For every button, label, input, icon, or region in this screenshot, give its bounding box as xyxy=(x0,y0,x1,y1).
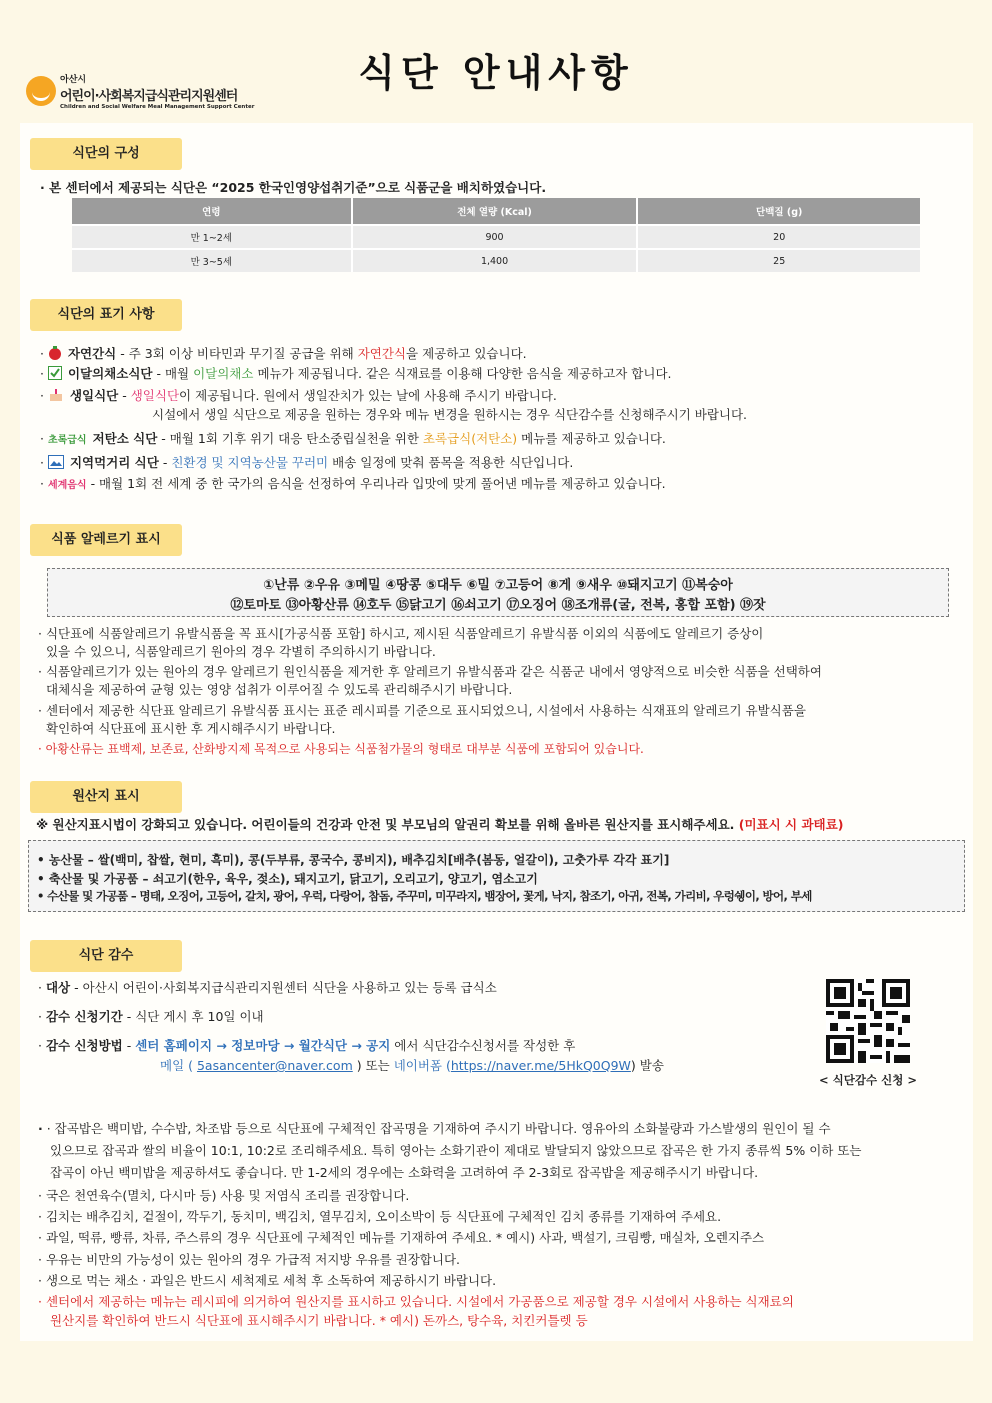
review-note-origin-a: · 센터에서 제공하는 메뉴는 레시피에 의거하여 원산지를 표시하고 있습니다. 시설에서 가공품으로 제공할 경우 시설에서 사용하는 식재료의 xyxy=(38,1294,794,1309)
review-note-milk: · 우유는 비만의 가능성이 있는 원아의 경우 가급적 저지방 우유를 권장합니다. xyxy=(38,1252,461,1267)
origin-notice-penalty: (미표시 시 과태료) xyxy=(734,817,844,832)
item-text: 을 제공하고 있습니다. xyxy=(406,346,527,361)
world-food-badge: 세계음식 xyxy=(47,480,87,491)
logo-english: Children and Social Welfare Meal Management Support Center xyxy=(60,104,255,110)
table-cell: 만 1~2세 xyxy=(72,225,352,249)
table-header-energy: 전체 열량 (Kcal) xyxy=(352,198,638,225)
strawberry-icon xyxy=(48,346,62,360)
review-note-wash: · 생으로 먹는 채소 · 과일은 반드시 세척제로 세척 후 소독하여 제공하시기 바랍니다. xyxy=(38,1273,497,1288)
review-note-rice-a: · · 잡곡밥은 백미밥, 수수밥, 차조밥 등으로 식단표에 구체적인 잡곡명을 기재하여 주시기 바랍니다. 영유아의 소화불량과 가스발생의 원인이 될 수 xyxy=(38,1121,831,1136)
origin-notice-text: ※ 원산지표시법이 강화되고 있습니다. 어린이들의 건강과 안전 및 부모님의 알권리 확보를 위해 올바른 원산지를 표시해주세요. xyxy=(36,817,735,832)
item-text: - 매월 1회 기후 위기 대응 탄소중립실천을 위한 xyxy=(157,431,423,446)
review-method: · 감수 신청방법 - 센터 홈페이지 → 정보마당 → 월간식단 → 공지 에서 식단감수신청서를 작성한 후 xyxy=(38,1038,576,1053)
table-row xyxy=(72,225,920,249)
item-text: - 식단 게시 후 10일 이내 xyxy=(122,1009,264,1024)
note-text: · 잡곡밥은 백미밥, 수수밥, 차조밥 등으로 식단표에 구체적인 잡곡명을 기재하여 주시기 바랍니다. 영유아의 소화불량과 가스발생의 원인이 될 수 xyxy=(46,1121,831,1136)
item-text: 배송 일정에 맞춰 품목을 적용한 식단입니다. xyxy=(328,455,574,470)
table-cell: 만 3~5세 xyxy=(72,249,352,272)
center-logo xyxy=(26,72,254,110)
item-text: - 매월 xyxy=(152,366,194,381)
table-cell: 1,400 xyxy=(352,249,638,272)
allergy-note-3b: 확인하여 식단표에 표시한 후 게시해주시기 바랍니다. xyxy=(46,721,336,736)
review-note-origin-b: 원산지를 확인하여 반드시 식단표에 표시해주시기 바랍니다. * 예시) 돈까스, 탕수육, 치킨커틀렛 등 xyxy=(50,1313,588,1328)
item-text: - 주 3회 이상 비타민과 무기질 공급을 위해 xyxy=(116,346,358,361)
section-title-review: 식단 감수 xyxy=(30,940,182,972)
allergy-list-line1: ①난류 ②우유 ③메밀 ④땅콩 ⑤대두 ⑥밀 ⑦고등어 ⑧게 ⑨새우 ⑩돼지고기 ⑪복숭아 xyxy=(263,578,733,593)
table-cell: 20 xyxy=(637,225,920,249)
origin-seafood: • 수산물 및 가공품 – 명태, 오징어, 고등어, 갈치, 광어, 우럭, 다랑어, 참돔, 주꾸미, 미꾸라지, 뱀장어, 꽃게, 낙지, 참조기, 아귀, 전복, 가리비, 우렁쉥이, 방어, 부세 xyxy=(37,889,812,903)
review-note-soup: · 국은 천연육수(멸치, 다시마 등) 사용 및 저염식 조리를 권장합니다. xyxy=(38,1188,410,1203)
item-text: - xyxy=(158,455,172,470)
allergy-note-2a: · 식품알레르기가 있는 원아의 경우 알레르기 원인식품을 제거한 후 알레르기 유발식품과 같은 식품군 내에서 영양적으로 비슷한 식품을 선택하여 xyxy=(38,664,822,679)
email-link[interactable]: 5asancenter@naver.com xyxy=(196,1058,353,1073)
item-text: - 매월 1회 전 세계 중 한 국가의 음식을 선정하여 우리나라 입맛에 맞게 풀어낸 메뉴를 제공하고 있습니다. xyxy=(86,476,666,491)
item-text: 메뉴가 제공됩니다. 같은 식재료를 이용해 다양한 음식을 제공하고자 합니다. xyxy=(253,366,672,381)
item-name: 지역먹거리 식단 xyxy=(69,455,159,470)
item-name: 이달의채소식단 xyxy=(67,366,153,381)
review-note-rice-c: 잡곡이 아닌 백미밥을 제공하셔도 좋습니다. 만 1-2세의 경우에는 소화력을 고려하여 주 2-3회로 잡곡밥을 제공해주시기 바랍니다. xyxy=(50,1165,759,1180)
item-name: 감수 신청기간 xyxy=(45,1009,123,1024)
cake-icon xyxy=(48,388,64,402)
allergy-note-1b: 있을 수 있으니, 식품알레르기 원아의 경우 각별히 주의하시기 바랍니다. xyxy=(46,644,436,659)
item-name: 생일식단 xyxy=(69,388,119,403)
table-header-age: 연령 xyxy=(72,198,352,225)
allergy-note-4: · 아황산류는 표백제, 보존료, 산화방지제 목적으로 사용되는 식품첨가물의 형태로 대부분 식품에 포함되어 있습니다. xyxy=(38,742,644,756)
item-text: ) 또는 xyxy=(352,1058,394,1073)
nutrition-table xyxy=(72,198,920,272)
item-text: 이 제공됩니다. 원에서 생일잔치가 있는 날에 사용해 주시기 바랍니다. xyxy=(179,388,557,403)
homepage-path-link[interactable]: 센터 홈페이지 → 정보마당 → 월간식단 → 공지 xyxy=(135,1038,391,1053)
table-header-protein: 단백질 (g) xyxy=(637,198,920,225)
review-period: · 감수 신청기간 - 식단 게시 후 10일 이내 xyxy=(38,1009,264,1024)
item-text: 네이버폼 ( xyxy=(393,1058,451,1073)
table-row xyxy=(72,249,920,272)
notation-world-food: · 세계음식 - 매월 1회 전 세계 중 한 국가의 음식을 선정하여 우리나라 입맛에 맞게 풀어낸 메뉴를 제공하고 있습니다. xyxy=(40,476,666,491)
item-text: - xyxy=(118,388,131,403)
notation-birthday: · 생일식단 - 생일식단이 제공됩니다. 원에서 생일잔치가 있는 날에 사용해 주시기 바랍니다. xyxy=(40,388,557,403)
origin-notice xyxy=(36,815,843,833)
review-note-rice-b: 있으므로 잡곡과 쌀의 비율이 10:1, 10:2로 조리해주세요. 특히 영아는 소화기관이 제대로 발달되지 않았으므로 잡곡은 한 가지 종류씩 5% 이하 또는 xyxy=(50,1143,862,1158)
composition-intro: · 본 센터에서 제공되는 식단은 “2025 한국인영양섭취기준”으로 식품군을 배치하였습니다. xyxy=(40,180,547,195)
review-target: · 대상 - 아산시 어린이·사회복지급식관리지원센터 식단을 사용하고 있는 등록 급식소 xyxy=(38,980,497,995)
check-box-icon xyxy=(48,366,62,380)
allergy-note-3a: · 센터에서 제공한 식단표 알레르기 유발식품 표시는 표준 레시피를 기준으로 표시되었으니, 시설에서 사용하는 식재표의 알레르기 유발식품을 xyxy=(38,703,806,718)
origin-livestock: • 축산물 및 가공품 – 쇠고기(한우, 육우, 젖소), 돼지고기, 닭고기, 오리고기, 양고기, 염소고기 xyxy=(37,872,538,886)
notation-birthday-line2: 시설에서 생일 식단으로 제공을 원하는 경우와 메뉴 변경을 원하시는 경우 식단감수를 신청해주시기 바랍니다. xyxy=(152,407,748,422)
table-cell: 25 xyxy=(637,249,920,272)
item-name: 감수 신청방법 xyxy=(45,1038,123,1053)
table-cell: 900 xyxy=(352,225,638,249)
item-text: - 아산시 어린이·사회복지급식관리지원센터 식단을 사용하고 있는 등록 급식소 xyxy=(70,980,497,995)
section-title-composition: 식단의 구성 xyxy=(30,138,182,170)
origin-agricultural: • 농산물 – 쌀(백미, 찹쌀, 현미, 흑미), 콩(두부류, 콩국수, 콩비지), 배추김치[배추(봄동, 얼갈이), 고춧가루 각각 표기] xyxy=(37,853,670,867)
notation-local-food: · 지역먹거리 식단 - 친환경 및 지역농산물 꾸러미 배송 일정에 맞춰 품목을 적용한 식단입니다. xyxy=(40,455,574,470)
item-highlight: 자연간식 xyxy=(357,346,407,361)
green-meal-badge: 초록급식 xyxy=(47,435,87,446)
origin-list-box xyxy=(28,840,965,912)
item-name: 저탄소 식단 xyxy=(92,431,158,446)
smile-logo-icon xyxy=(26,76,56,106)
item-highlight: 친환경 및 지역농산물 꾸러미 xyxy=(171,455,329,470)
section-title-notation: 식단의 표기 사항 xyxy=(30,299,182,331)
item-highlight: 초록급식(저탄소) xyxy=(422,431,518,446)
allergy-list-line2: ⑫토마토 ⑬아황산류 ⑭호두 ⑮닭고기 ⑯쇠고기 ⑰오징어 ⑱조개류(굴, 전복, 홍합 포함) ⑲잣 xyxy=(230,598,766,613)
qr-code-icon[interactable] xyxy=(826,979,910,1063)
notation-vegetable: · 이달의채소식단 - 매월 이달의채소 메뉴가 제공됩니다. 같은 식재료를 이용해 다양한 음식을 제공하고자 합니다. xyxy=(40,366,672,381)
review-note-kimchi: · 김치는 배추김치, 겉절이, 깍두기, 동치미, 백김치, 열무김치, 오이소박이 등 식단표에 구체적인 김치 종류를 기재하여 주세요. xyxy=(38,1209,722,1224)
notation-low-carbon: · 초록급식 저탄소 식단 - 매월 1회 기후 위기 대응 탄소중립실천을 위한 초록급식(저탄소) 메뉴를 제공하고 있습니다. xyxy=(40,431,666,446)
item-highlight: 생일식단 xyxy=(130,388,180,403)
section-title-origin: 원산지 표시 xyxy=(30,781,182,813)
section-title-allergy: 식품 알레르기 표시 xyxy=(30,524,182,556)
review-note-fruit: · 과일, 떡류, 빵류, 차류, 주스류의 경우 식단표에 구체적인 메뉴를 기재하여 주세요. * 예시) 사과, 백설기, 크림빵, 매실차, 오렌지주스 xyxy=(38,1230,765,1245)
qr-caption: < 식단감수 신청 > xyxy=(819,1073,917,1087)
review-method-contact xyxy=(160,1056,664,1074)
allergy-note-2b: 대체식을 제공하여 균형 있는 영양 섭취가 이루어질 수 있도록 관리해주시기 바랍니다. xyxy=(46,682,513,697)
allergy-note-1a: · 식단표에 식품알레르기 유발식품을 꼭 표시[가공식품 포함] 하시고, 제시된 식품알레르기 유발식품 이외의 식품에도 알레르기 증상이 xyxy=(38,626,764,641)
page-title: 식단 안내사항 xyxy=(358,51,634,95)
naver-form-link[interactable]: https://naver.me/5HkQ0Q9W xyxy=(450,1058,631,1073)
item-name: 대상 xyxy=(45,980,71,995)
item-text: 에서 식단감수신청서를 작성한 후 xyxy=(390,1038,576,1053)
landscape-icon xyxy=(48,455,64,469)
item-text: 메일 ( xyxy=(160,1058,197,1073)
logo-name: 어린이·사회복지급식관리지원센터 xyxy=(60,89,238,104)
item-name: 자연간식 xyxy=(67,346,117,361)
logo-city: 아산시 xyxy=(60,75,87,85)
allergy-list-box xyxy=(47,568,949,617)
notation-natural-snack: · 자연간식 - 주 3회 이상 비타민과 무기질 공급을 위해 자연간식을 제공하고 있습니다. xyxy=(40,346,527,361)
item-text: 메뉴를 제공하고 있습니다. xyxy=(517,431,666,446)
item-highlight: 이달의채소 xyxy=(193,366,254,381)
item-text: ) 발송 xyxy=(630,1058,664,1073)
